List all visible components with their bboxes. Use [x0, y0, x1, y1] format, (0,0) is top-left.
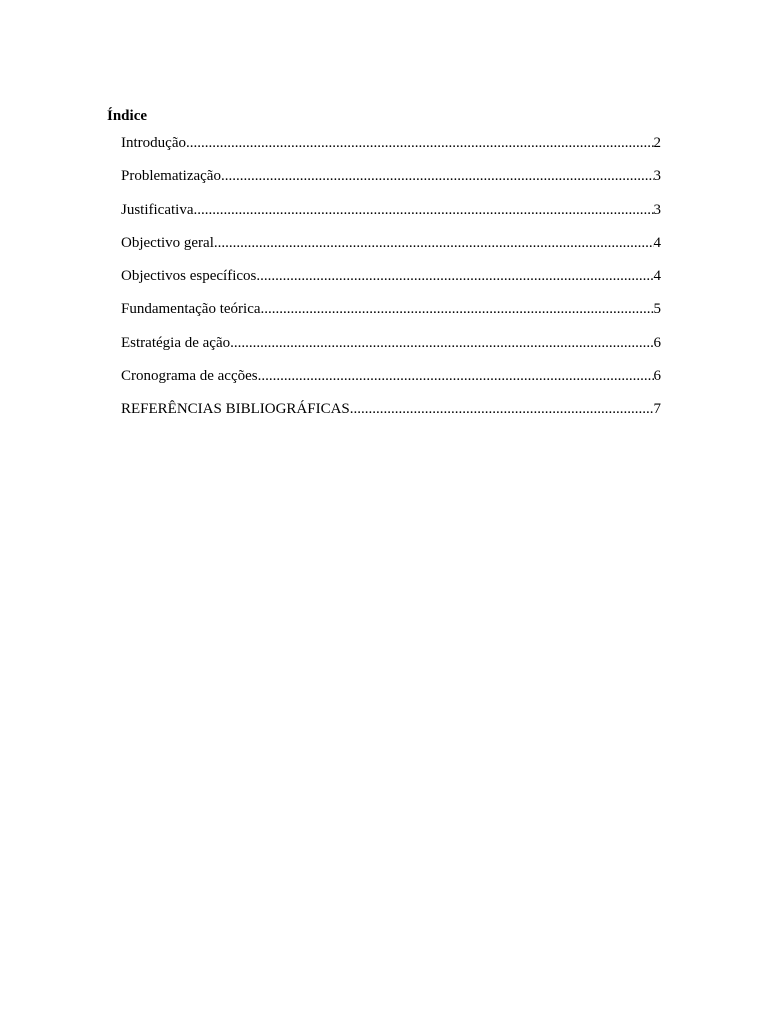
toc-entry[interactable]: [121, 266, 661, 299]
toc-entry[interactable]: [121, 366, 661, 399]
toc-entry[interactable]: [121, 333, 661, 366]
toc-entry[interactable]: [121, 166, 661, 199]
toc-dot-leader: [256, 266, 653, 286]
toc-dot-leader: [258, 366, 654, 386]
toc-entry[interactable]: [121, 133, 661, 166]
toc-entry-page: 6: [653, 368, 661, 385]
toc-entry-label: REFERÊNCIAS BIBLIOGRÁFICAS: [121, 401, 350, 418]
toc-entry-label: Objectivos específicos: [121, 268, 257, 285]
toc-entry-page: 4: [653, 268, 661, 285]
toc-entry-label: Problematização: [121, 168, 221, 185]
toc-dot-leader: [214, 233, 654, 253]
toc-entry-page: 3: [653, 201, 661, 218]
toc-entry[interactable]: [121, 299, 661, 332]
toc-dot-leader: [221, 166, 654, 186]
toc-entry-label: Objectivo geral: [121, 234, 214, 251]
toc-entry-page: 4: [653, 234, 661, 251]
toc-entry-label: Justificativa: [121, 201, 194, 218]
toc-entry-label: Cronograma de acções: [121, 368, 258, 385]
toc-title: Índice: [107, 108, 148, 124]
toc-entry-page: 7: [653, 401, 661, 418]
toc-dot-leader: [193, 200, 653, 220]
toc-entry-page: 6: [653, 334, 661, 351]
toc-entry-page: 2: [653, 135, 661, 151]
toc-list: [121, 133, 661, 433]
toc-entry[interactable]: [121, 233, 661, 266]
toc-entry[interactable]: [121, 399, 661, 432]
toc-entry-label: Estratégia de ação: [121, 334, 231, 351]
toc-dot-leader: [186, 133, 654, 153]
toc-entry-page: 5: [653, 301, 661, 318]
toc-dot-leader: [350, 399, 654, 419]
toc-dot-leader: [230, 333, 653, 353]
toc-dot-leader: [261, 299, 654, 319]
toc-entry-label: Introdução: [121, 135, 186, 151]
toc-entry-label: Fundamentação teórica: [121, 301, 261, 318]
toc-entry[interactable]: [121, 200, 661, 233]
toc-entry-page: 3: [653, 168, 661, 185]
